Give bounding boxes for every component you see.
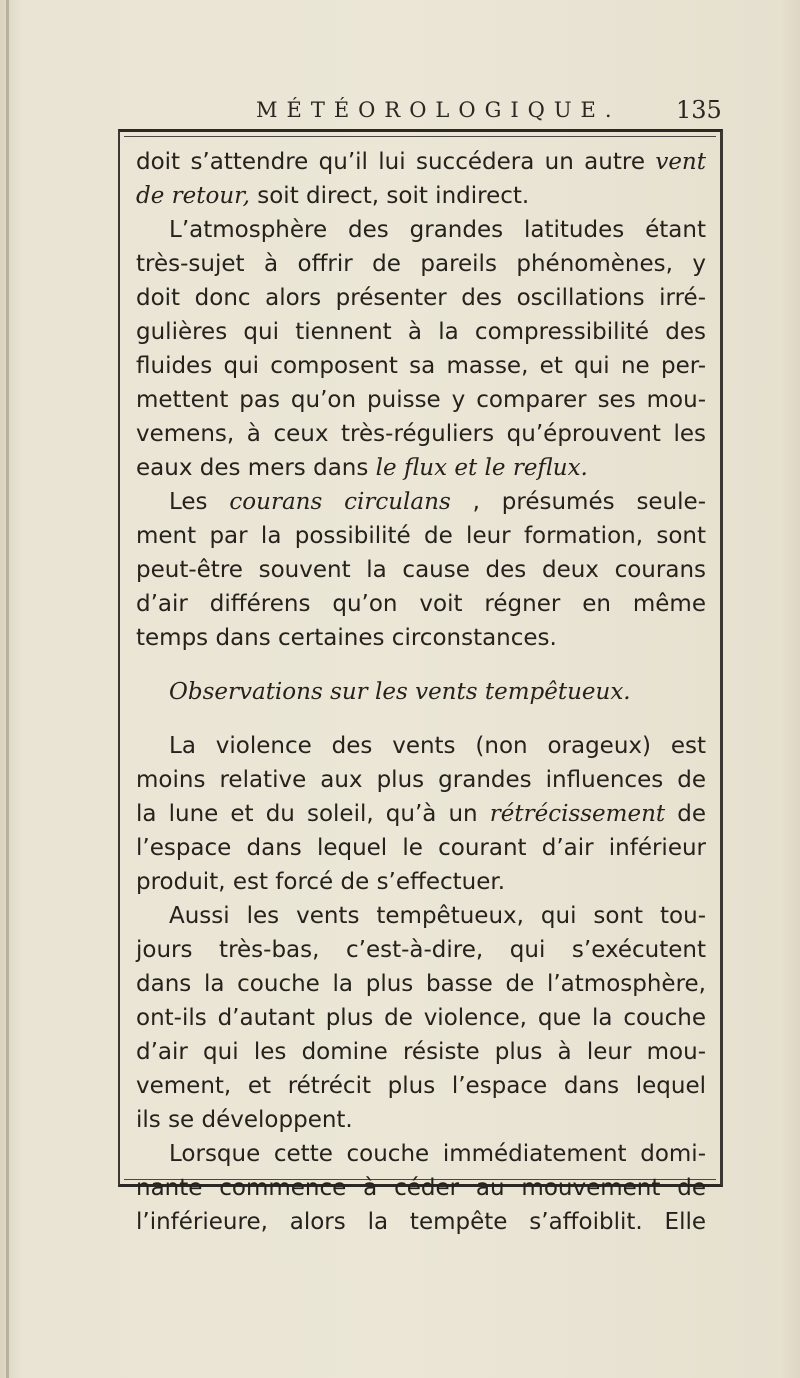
text-line: d’air différens qu’on voit régner en même: [136, 591, 706, 617]
page-number: 135: [676, 96, 722, 124]
text-line: de retour, soit direct, soit indirect.: [136, 183, 530, 209]
text-line: l’inférieure, alors la tempête s’affoiblit. Elle: [136, 1209, 706, 1235]
text-line: ont-ils d’autant plus de violence, que la couche: [136, 1005, 706, 1031]
text-line: Lorsque cette couche immédiatement domi-: [169, 1141, 706, 1167]
binding-edge: [6, 0, 9, 1378]
text-line: doit s’attendre qu’il lui succédera un autre vent: [136, 149, 706, 175]
text-line: ment par la possibilité de leur formation, sont: [136, 523, 706, 549]
text-line: produit, est forcé de s’effectuer.: [136, 869, 506, 895]
text-line: jours très-bas, c’est-à-dire, qui s’exécutent: [136, 937, 706, 963]
section-heading: Observations sur les vents tempêtueux.: [169, 679, 631, 705]
text-line: ils se développent.: [136, 1107, 353, 1133]
text-line: Aussi les vents tempêtueux, qui sont tou-: [169, 903, 706, 929]
text-line: Les courans circulans , présumés seule-: [169, 489, 706, 515]
running-title: MÉTÉOROLOGIQUE.: [256, 98, 621, 122]
text-line: L’atmosphère des grandes latitudes étant: [169, 217, 706, 243]
text-line: vement, et rétrécit plus l’espace dans lequel: [136, 1073, 706, 1099]
text-line: mettent pas qu’on puisse y comparer ses mou-: [136, 387, 706, 413]
text-line: doit donc alors présenter des oscillations irré-: [136, 285, 706, 311]
text-line: moins relative aux plus grandes influences de: [136, 767, 706, 793]
text-line: gulières qui tiennent à la compressibilité des: [136, 319, 706, 345]
text-line: la lune et du soleil, qu’à un rétrécissement de: [136, 801, 707, 827]
text-line: nante commence à céder au mouvement de: [136, 1175, 706, 1201]
text-line: La violence des vents (non orageux) est: [169, 733, 706, 759]
text-line: d’air qui les domine résiste plus à leur mou-: [136, 1039, 706, 1065]
text-line: eaux des mers dans le flux et le reflux.: [136, 455, 588, 481]
text-line: fluides qui composent sa masse, et qui ne per-: [136, 353, 706, 379]
text-line: temps dans certaines circonstances.: [136, 625, 557, 651]
text-line: vemens, à ceux très-réguliers qu’éprouvent les: [136, 421, 706, 447]
text-line: dans la couche la plus basse de l’atmosphère,: [136, 971, 706, 997]
text-line: l’espace dans lequel le courant d’air inférieur: [136, 835, 706, 861]
text-line: peut-être souvent la cause des deux courans: [136, 557, 706, 583]
text-line: très-sujet à offrir de pareils phénomènes, y: [136, 251, 706, 277]
body-text: [136, 145, 706, 1239]
